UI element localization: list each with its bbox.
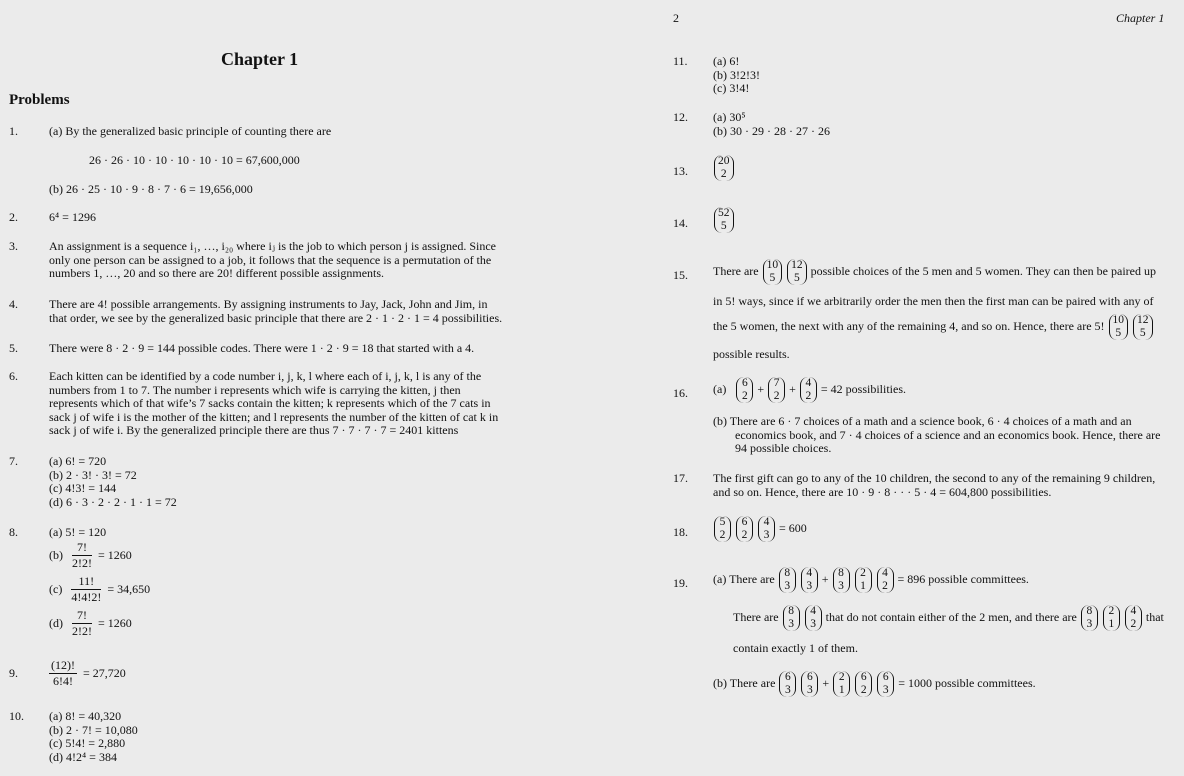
problem-15-number: 15. <box>673 268 688 282</box>
problem-16-b <box>713 415 1161 456</box>
line: (a) 30⁵ <box>713 110 746 124</box>
problem-9-text <box>49 659 126 688</box>
problem-14-binomial <box>713 207 735 233</box>
problem-9-number: 9. <box>9 666 18 680</box>
result: = 1260 <box>98 547 132 562</box>
binomial <box>877 567 894 593</box>
problem-8-number: 8. <box>9 525 18 539</box>
binomial <box>758 516 775 542</box>
top: 6 <box>785 671 791 683</box>
line: (d) 6 · 3 · 2 · 2 · 1 · 1 = 72 <box>49 494 177 509</box>
bottom: 1 <box>1108 618 1115 630</box>
bottom: 2 <box>741 390 748 402</box>
problem-8-c <box>49 575 150 604</box>
top: 8 <box>784 567 791 579</box>
problem-1-b: (b) 26 · 25 · 10 · 9 · 8 · 7 · 6 = 19,656,000 <box>49 182 253 196</box>
top: 12 <box>1137 314 1149 326</box>
problem-8-a: (a) 5! = 120 <box>49 525 107 539</box>
label: (b) <box>49 547 63 562</box>
problem-19-b: (b) There are 6 3 6 3 + 2 1 6 2 6 3 = 1000 possible committees. <box>713 671 1036 696</box>
top: 4 <box>805 377 812 389</box>
binomial <box>714 155 734 181</box>
problem-19-number: 19. <box>673 576 688 590</box>
text: that <box>1145 610 1164 625</box>
binomial <box>855 671 872 697</box>
binomial <box>768 377 785 403</box>
top: 2 <box>838 671 845 683</box>
binomial <box>783 605 800 631</box>
label: (a) <box>713 382 727 397</box>
line: (b) 30 · 29 · 28 · 27 · 26 <box>713 123 830 138</box>
bottom: 2 <box>720 168 727 180</box>
top: 52 <box>718 207 730 219</box>
bottom: 2 <box>741 529 748 541</box>
problem-8-d <box>49 609 132 638</box>
bottom: 2 <box>773 390 780 402</box>
top: 8 <box>788 605 795 617</box>
text: (b) There are <box>713 676 776 691</box>
problem-11-number: 11. <box>673 54 688 68</box>
problem-14-number: 14. <box>673 216 688 230</box>
binomial <box>714 207 734 233</box>
problem-19-a-line-3: contain exactly 1 of them. <box>733 641 858 655</box>
binomial <box>763 259 783 285</box>
binomial <box>779 567 796 593</box>
section-title: Problems <box>9 92 70 108</box>
result: = 1260 <box>98 615 132 630</box>
top: 10 <box>1112 314 1125 326</box>
problem-17-text <box>713 472 1155 499</box>
problem-15-line-4: possible results. <box>713 347 790 361</box>
top: 7 <box>773 377 780 389</box>
denominator: 2!2! <box>72 556 92 570</box>
top: 12 <box>791 259 803 271</box>
top: 4 <box>882 567 888 579</box>
line: and so on. Hence, there are 10 · 9 · 8 · · · 5 · 4 = 604,800 possibilities. <box>713 484 1052 499</box>
line: 94 possible choices. <box>735 441 832 455</box>
binomial <box>833 567 850 593</box>
line: only one person can be assigned to a job, it follows that the sequence is a permutation of the <box>49 252 492 267</box>
bottom: 2 <box>719 529 726 541</box>
line: sack j of wife i is the mother of the kitten; and l represents the number of the kitten of cat k in <box>49 409 499 424</box>
bottom: 5 <box>720 220 727 232</box>
problem-2-text: 6⁴ = 1296 <box>49 210 96 224</box>
binomial <box>801 671 818 697</box>
top: 4 <box>763 516 770 528</box>
line: An assignment is a sequence i₁, …, i₂₀ where iⱼ is the job to which person j is assigned. Since <box>49 239 496 253</box>
problem-18-text <box>713 516 807 542</box>
running-head: Chapter 1 <box>1116 11 1165 25</box>
line: represents which of that wife’s 7 sacks contain the kitten; k represents which of the 7 cats in <box>49 396 491 410</box>
line: (d) 4!2⁴ = 384 <box>49 749 117 764</box>
top: 6 <box>807 671 813 683</box>
bottom: 5 <box>1139 327 1146 339</box>
problem-7-text <box>49 455 177 509</box>
numerator: 11! <box>71 575 101 590</box>
problem-12-text <box>713 111 830 138</box>
bottom: 1 <box>838 684 845 696</box>
problem-7-number: 7. <box>9 454 18 468</box>
page-number: 2 <box>673 11 679 25</box>
bottom: 3 <box>882 684 889 696</box>
binomial <box>855 567 872 593</box>
line: numbers 1, …, 20 and so there are 20! different possible assignments. <box>49 266 385 280</box>
chapter-title: Chapter 1 <box>221 49 299 69</box>
problem-1-number: 1. <box>9 124 18 138</box>
line: that order, we see by the generalized basic principle that there are 2 · 1 · 2 · 1 = 4 possibilities. <box>49 310 503 325</box>
problem-5-text: There were 8 · 2 · 9 = 144 possible codes. There were 1 · 2 · 9 = 18 that started with a 4. <box>49 341 475 355</box>
numerator: 7! <box>72 541 92 556</box>
top: 2 <box>1108 605 1115 617</box>
label: (d) <box>49 615 63 630</box>
top: 8 <box>838 567 844 579</box>
top: 6 <box>741 377 748 389</box>
line: economics book, and 7 · 4 choices of a science and an economics book. Hence, there are <box>735 427 1161 442</box>
problem-19-a: (a) There are 8 3 4 3 + 8 3 2 1 4 2 = 896 possible committees. <box>713 567 1029 592</box>
top: 6 <box>741 516 748 528</box>
binomial <box>805 605 822 631</box>
problem-18-number: 18. <box>673 525 688 539</box>
top: 4 <box>806 567 813 579</box>
text: (a) There are <box>713 572 775 587</box>
binomial <box>801 567 818 593</box>
result: = 600 <box>779 521 807 536</box>
problem-12-number: 12. <box>673 110 688 124</box>
bottom: 3 <box>785 684 791 696</box>
fraction <box>72 609 92 638</box>
problem-2-number: 2. <box>9 210 18 224</box>
text: that do not contain either of the 2 men, and there are <box>825 610 1077 625</box>
fraction <box>72 541 92 570</box>
result: = 42 possibilities. <box>820 382 906 397</box>
binomial <box>787 259 807 285</box>
binomial <box>1125 605 1142 631</box>
text: There are <box>733 610 779 625</box>
denominator: 2!2! <box>72 624 92 638</box>
top: 5 <box>719 516 726 528</box>
problem-4-text <box>49 298 502 325</box>
line: (a) 6! = 720 <box>49 454 107 468</box>
binomial <box>877 671 894 697</box>
line: The first gift can go to any of the 10 children, the second to any of the remaining 9 children, <box>713 471 1156 485</box>
problem-16-a: (a) 6 2 + 7 2 + 4 2 = 42 possibilities. <box>713 377 906 402</box>
bottom: 2 <box>1130 618 1137 630</box>
text: possible choices of the 5 men and 5 women. They can then be paired up <box>810 264 1156 279</box>
line: Each kitten can be identified by a code number i, j, k, l where each of i, j, k, l is any of the <box>49 369 482 383</box>
bottom: 1 <box>860 580 866 592</box>
line: (c) 3!4! <box>713 81 750 95</box>
binomial <box>833 671 850 697</box>
line: (c) 4!3! = 144 <box>49 481 117 495</box>
top: 4 <box>1130 605 1137 617</box>
problem-4-number: 4. <box>9 297 18 311</box>
line: numbers from 1 to 7. The number i represents which wife is carrying the kitten, j then <box>49 382 461 397</box>
bottom: 3 <box>810 618 817 630</box>
problem-6-number: 6. <box>9 369 18 383</box>
result: = 1000 possible committees. <box>898 676 1036 691</box>
binomial <box>1133 314 1153 340</box>
problem-10-number: 10. <box>9 709 24 723</box>
top: 6 <box>860 671 867 683</box>
problem-13-binomial <box>713 155 735 181</box>
binomial <box>1109 314 1129 340</box>
problem-1-a: (a) By the generalized basic principle of counting there are <box>49 124 332 138</box>
result: = 27,720 <box>83 665 126 680</box>
bottom: 3 <box>763 529 770 541</box>
numerator: 7! <box>72 609 92 624</box>
fraction <box>71 575 101 604</box>
binomial <box>714 516 731 542</box>
line: (b) 3!2!3! <box>713 67 760 82</box>
line: (b) 2 · 7! = 10,080 <box>49 722 138 737</box>
bottom: 2 <box>882 580 888 592</box>
denominator: 6!4! <box>53 674 73 688</box>
problem-10-text <box>49 710 138 764</box>
binomial <box>800 377 817 403</box>
binomial <box>1103 605 1120 631</box>
problem-6-text <box>49 370 498 438</box>
line: (a) 8! = 40,320 <box>49 709 122 723</box>
line: (c) 5!4! = 2,880 <box>49 736 126 750</box>
top: 4 <box>810 605 817 617</box>
bottom: 3 <box>838 580 844 592</box>
line: sack j of wife i. By the generalized principle there are thus 7 · 7 · 7 · 7 = 2401 kittens <box>49 423 459 437</box>
line: (b) There are 6 · 7 choices of a math and a science book, 6 · 4 choices of a math and an <box>713 414 1132 428</box>
top: 10 <box>766 259 779 271</box>
binomial <box>736 516 753 542</box>
top: 20 <box>718 155 730 167</box>
label: (c) <box>49 581 63 596</box>
bottom: 3 <box>788 618 795 630</box>
top: 6 <box>882 671 889 683</box>
problem-15-line-2: in 5! ways, since if we arbitrarily order the men then the first man can be paired with any of <box>713 294 1154 308</box>
problem-3-text <box>49 240 496 281</box>
problem-5-number: 5. <box>9 341 18 355</box>
bottom: 5 <box>1115 327 1122 339</box>
bottom: 5 <box>769 272 776 284</box>
top: 8 <box>1086 605 1093 617</box>
bottom: 2 <box>805 390 812 402</box>
problem-17-number: 17. <box>673 471 688 485</box>
problem-8-b <box>49 541 132 570</box>
bottom: 3 <box>784 580 791 592</box>
bottom: 3 <box>1086 618 1093 630</box>
problem-13-number: 13. <box>673 164 688 178</box>
text: There are <box>713 264 759 279</box>
problem-15-line-3 <box>713 314 1154 340</box>
top: 2 <box>860 567 866 579</box>
bottom: 5 <box>794 272 800 284</box>
bottom: 3 <box>807 684 813 696</box>
problem-3-number: 3. <box>9 239 18 253</box>
fraction <box>49 659 77 688</box>
bottom: 3 <box>806 580 813 592</box>
line: (b) 2 · 3! · 3! = 72 <box>49 467 137 482</box>
result: = 896 possible committees. <box>897 572 1029 587</box>
denominator: 4!4!2! <box>71 590 102 604</box>
result: = 34,650 <box>107 581 151 596</box>
right-page <box>592 0 1184 776</box>
binomial <box>1081 605 1098 631</box>
binomial <box>779 671 796 697</box>
binomial <box>736 377 753 403</box>
line: (a) 6! <box>713 54 740 68</box>
problem-11-text <box>713 55 760 96</box>
text: the 5 women, the next with any of the remaining 4, and so on. Hence, there are 5! <box>713 319 1105 334</box>
bottom: 2 <box>860 684 867 696</box>
line: There are 4! possible arrangements. By assigning instruments to Jay, Jack, John and Jim, in <box>49 297 488 311</box>
problem-16-number: 16. <box>673 386 688 400</box>
numerator: (12)! <box>51 658 75 672</box>
problem-15-line-1 <box>713 259 1156 285</box>
problem-1-a-equation: 26 · 26 · 10 · 10 · 10 · 10 · 10 = 67,600,000 <box>89 153 300 167</box>
problem-19-a-line-2 <box>733 605 1164 631</box>
